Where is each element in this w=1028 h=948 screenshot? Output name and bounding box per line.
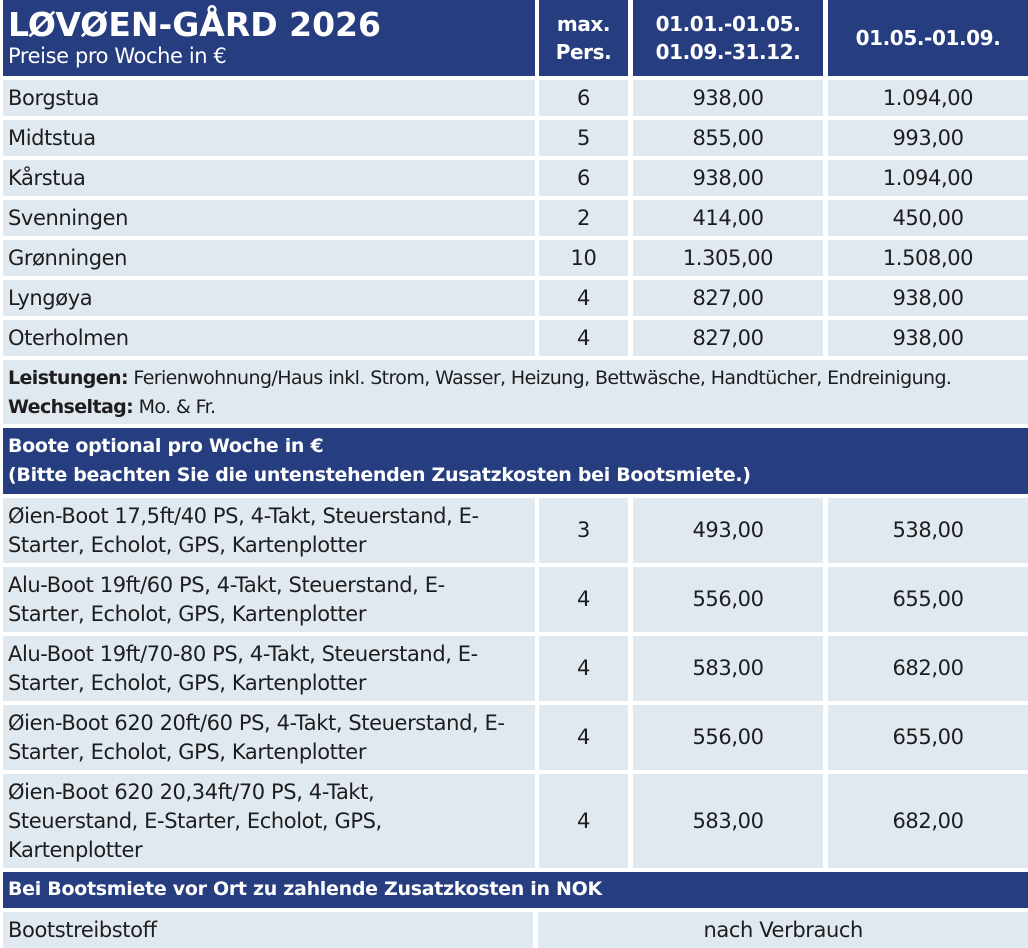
max-persons: 4: [539, 774, 628, 868]
services-label: Leistungen:: [8, 367, 128, 389]
max-persons: 6: [539, 80, 628, 116]
max-persons: 4: [539, 705, 628, 770]
price-low-season: 556,00: [633, 705, 823, 770]
accommodation-name: Borgstua: [3, 80, 535, 116]
price-low-season: 827,00: [633, 320, 823, 356]
column-header-persons-line1: max.: [556, 12, 611, 36]
price-high-season: 655,00: [828, 567, 1028, 632]
column-header-season-high: [828, 0, 1028, 76]
table-row: [0, 498, 1028, 563]
accommodation-name: Oterholmen: [3, 320, 535, 356]
table-row: [0, 320, 1028, 356]
table-row: [0, 200, 1028, 236]
page-title: LØVØEN-GÅRD 2026: [8, 5, 381, 44]
price-high-season: 938,00: [828, 280, 1028, 316]
price-high-season: 450,00: [828, 200, 1028, 236]
price-low-season: 827,00: [633, 280, 823, 316]
accommodation-name: Lyngøya: [3, 280, 535, 316]
max-persons: 6: [539, 160, 628, 196]
boat-name: Alu-Boot 19ft/70-80 PS, 4-Takt, Steuerstand, E-Starter, Echolot, GPS, Kartenplotter: [3, 636, 535, 701]
services-note: [3, 360, 1028, 424]
price-high-season: 682,00: [828, 636, 1028, 701]
extra-costs-header: [0, 872, 1028, 908]
table-row: [0, 80, 1028, 116]
price-high-season: 1.094,00: [828, 80, 1028, 116]
table-row: [0, 567, 1028, 632]
max-persons: 4: [539, 636, 628, 701]
boats-section-title: [3, 428, 1028, 494]
accommodation-name: Grønningen: [3, 240, 535, 276]
max-persons: 3: [539, 498, 628, 563]
page-subtitle: Preise pro Woche in €: [8, 44, 227, 68]
price-high-season: 938,00: [828, 320, 1028, 356]
services-text: Ferienwohnung/Haus inkl. Strom, Wasser, Heizung, Bettwäsche, Handtücher, Endreinigung.: [127, 367, 952, 389]
title-cell: [3, 0, 535, 76]
price-low-season: 414,00: [633, 200, 823, 236]
accommodation-name: Kårstua: [3, 160, 535, 196]
services-row: [0, 360, 1028, 424]
accommodation-name: Svenningen: [3, 200, 535, 236]
price-high-season: 1.094,00: [828, 160, 1028, 196]
max-persons: 5: [539, 120, 628, 156]
price-low-season: 583,00: [633, 774, 823, 868]
changeover-text: Mo. & Fr.: [133, 396, 216, 418]
table-row: [0, 636, 1028, 701]
price-low-season: 1.305,00: [633, 240, 823, 276]
table-row: [0, 280, 1028, 316]
boats-section-header: [0, 428, 1028, 494]
price-high-season: 655,00: [828, 705, 1028, 770]
table-row: [0, 912, 1028, 948]
price-high-season: 538,00: [828, 498, 1028, 563]
price-high-season: 993,00: [828, 120, 1028, 156]
max-persons: 10: [539, 240, 628, 276]
boat-name: Alu-Boot 19ft/60 PS, 4-Takt, Steuerstand, E-Starter, Echolot, GPS, Kartenplotter: [3, 567, 535, 632]
price-high-season: 1.508,00: [828, 240, 1028, 276]
changeover-label: Wechseltag:: [8, 396, 134, 418]
table-row: [0, 120, 1028, 156]
table-row: [0, 160, 1028, 196]
extra-costs-title: Bei Bootsmiete vor Ort zu zahlende Zusatzkosten in NOK: [3, 872, 1028, 908]
column-header-season-high-label: 01.05.-01.09.: [855, 26, 1001, 50]
column-header-persons: [539, 0, 628, 76]
table-row: [0, 774, 1028, 868]
boat-name: Øien-Boot 17,5ft/40 PS, 4-Takt, Steuerstand, E-Starter, Echolot, GPS, Kartenplotter: [3, 498, 535, 563]
column-header-persons-line2: Pers.: [555, 40, 612, 64]
table-row: [0, 240, 1028, 276]
header-row: [0, 0, 1028, 76]
max-persons: 4: [539, 567, 628, 632]
column-header-season-low: [633, 0, 823, 76]
max-persons: 4: [539, 320, 628, 356]
extra-cost-name: Bootstreibstoff: [3, 912, 533, 948]
price-low-season: 938,00: [633, 160, 823, 196]
price-low-season: 583,00: [633, 636, 823, 701]
accommodation-name: Midtstua: [3, 120, 535, 156]
price-low-season: 938,00: [633, 80, 823, 116]
boats-section-title-line2: (Bitte beachten Sie die untenstehenden Zusatzkosten bei Bootsmiete.): [8, 464, 751, 486]
price-low-season: 493,00: [633, 498, 823, 563]
boats-section-title-line1: Boote optional pro Woche in €: [8, 435, 324, 457]
price-high-season: 682,00: [828, 774, 1028, 868]
max-persons: 4: [539, 280, 628, 316]
boat-name: Øien-Boot 620 20ft/60 PS, 4-Takt, Steuerstand, E-Starter, Echolot, GPS, Kartenplotter: [3, 705, 535, 770]
price-low-season: 556,00: [633, 567, 823, 632]
extra-cost-value: nach Verbrauch: [538, 912, 1028, 948]
boat-name: Øien-Boot 620 20,34ft/70 PS, 4-Takt, Steuerstand, E-Starter, Echolot, GPS, Kartenplotter: [3, 774, 535, 868]
max-persons: 2: [539, 200, 628, 236]
column-header-season-low-line1: 01.01.-01.05.: [655, 12, 801, 36]
price-low-season: 855,00: [633, 120, 823, 156]
table-row: [0, 705, 1028, 770]
column-header-season-low-line2: 01.09.-31.12.: [655, 40, 801, 64]
